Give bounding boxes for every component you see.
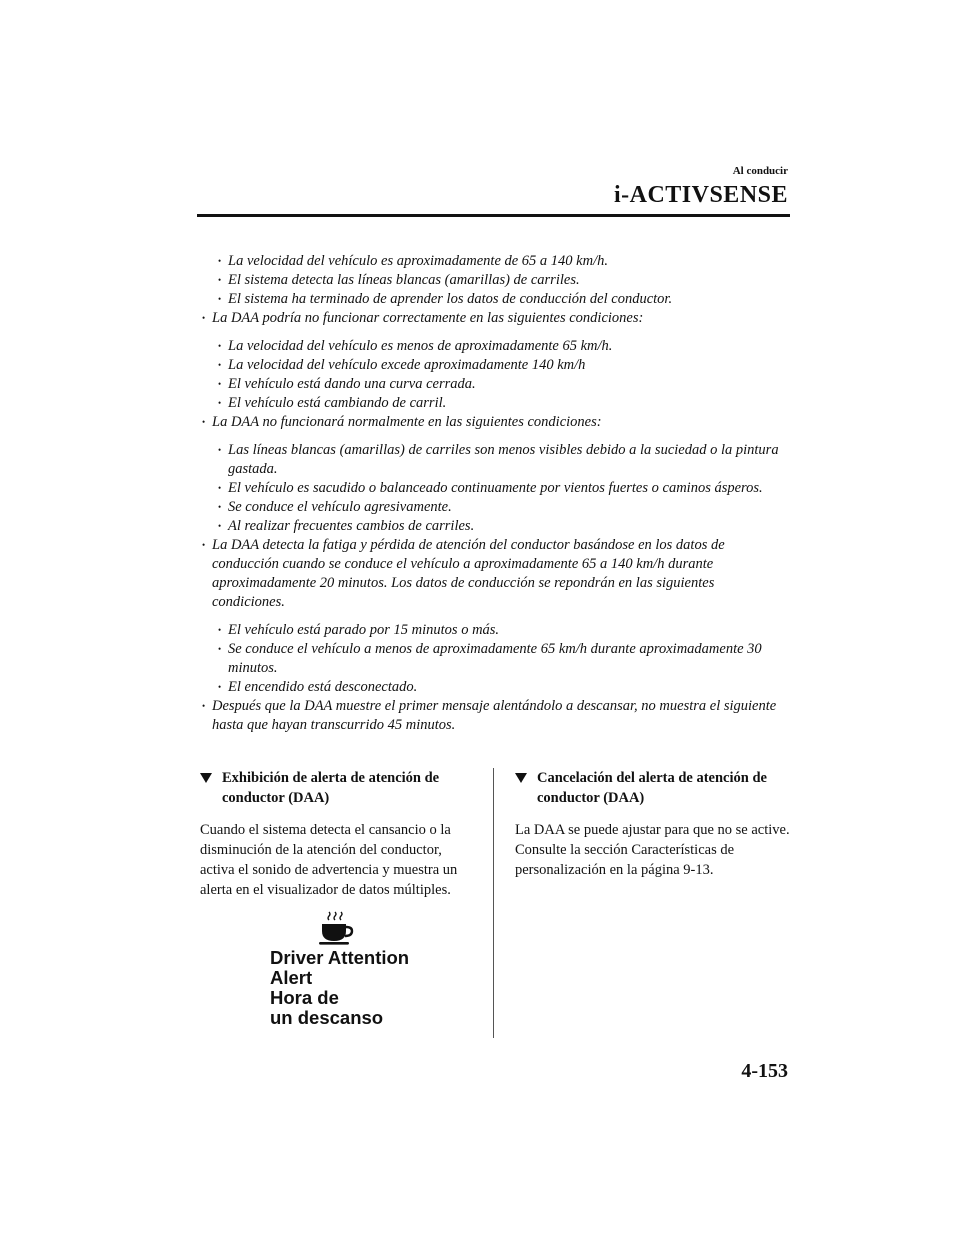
list-item: • Se conduce el vehículo agresivamente.	[200, 498, 790, 517]
alert-line: Driver Attention	[270, 947, 410, 968]
list-item: • El vehículo está cambiando de carril.	[200, 394, 790, 413]
alert-line: Alert	[270, 967, 313, 988]
list-item: • El vehículo está dando una curva cerrada.	[200, 375, 790, 394]
left-column	[200, 768, 475, 900]
list-item: • La velocidad del vehículo excede aproximadamente 140 km/h	[200, 356, 790, 375]
list-item: • La DAA no funcionará normalmente en las siguientes condiciones:	[200, 413, 790, 432]
page-number: 4-153	[741, 1060, 788, 1082]
list-item: • El sistema detecta las líneas blancas (amarillas) de carriles.	[200, 271, 790, 290]
column-divider	[493, 768, 494, 1038]
right-column	[515, 768, 790, 880]
alert-line: Hora de	[270, 987, 339, 1008]
list-item: • El encendido está desconectado.	[200, 678, 790, 697]
list-item: • Las líneas blancas (amarillas) de carriles son menos visibles debido a la suciedad o la pintura gastada.	[200, 441, 790, 479]
list-item: • El sistema ha terminado de aprender los datos de conducción del conductor.	[200, 290, 790, 309]
triangle-marker-icon	[515, 773, 527, 783]
list-item: • Se conduce el vehículo a menos de aproximadamente 65 km/h durante aproximadamente 30 minutos.	[200, 640, 790, 678]
spacer	[200, 612, 790, 621]
list-item: • La velocidad del vehículo es menos de aproximadamente 65 km/h.	[200, 337, 790, 356]
header-section-label: Al conducir	[732, 165, 788, 177]
section-heading-alert-display	[200, 768, 475, 808]
list-item: • Después que la DAA muestre el primer mensaje alentándolo a descansar, no muestra el siguiente hasta que hayan transcurrido 45 minutos.	[200, 697, 790, 735]
alert-line: un descanso	[270, 1007, 384, 1028]
list-item: • Al realizar frecuentes cambios de carriles.	[200, 517, 790, 536]
section-heading-cancel	[515, 768, 790, 808]
section-heading-text: Cancelación del alerta de atención de conductor (DAA)	[537, 770, 767, 806]
header-rule	[197, 214, 790, 217]
spacer	[200, 432, 790, 441]
coffee-cup-icon	[317, 911, 355, 947]
header-title: i-ACTIVSENSE	[613, 182, 788, 208]
alert-display-text	[270, 948, 409, 1028]
list-item: • La DAA detecta la fatiga y pérdida de atención del conductor basándose en los datos de conducción cuando se conduce el vehículo a aproximadamente 65 a 140 km/h durante aproximadamente 20 minutos. Los datos de conducción se repondrán en las siguientes condiciones.	[200, 536, 790, 612]
condition-list	[200, 252, 790, 735]
section-body: La DAA se puede ajustar para que no se active.	[515, 822, 790, 838]
section-body: Cuando el sistema detecta el cansancio o la disminución de la atención del conductor, activa el sonido de advertencia y muestra un alerta en el visualizador de datos múltiples.	[200, 822, 458, 898]
list-item: • La velocidad del vehículo es aproximadamente de 65 a 140 km/h.	[200, 252, 790, 271]
triangle-marker-icon	[200, 773, 212, 783]
list-item: • El vehículo es sacudido o balanceado continuamente por vientos fuertes o caminos ásperos.	[200, 479, 790, 498]
list-item: • El vehículo está parado por 15 minutos o más.	[200, 621, 790, 640]
spacer	[200, 328, 790, 337]
section-body: Consulte la sección Características de personalización en la página 9-13.	[515, 842, 735, 878]
section-heading-text: Exhibición de alerta de atención de conductor (DAA)	[222, 770, 440, 806]
list-item: • La DAA podría no funcionar correctamente en las siguientes condiciones:	[200, 309, 790, 328]
